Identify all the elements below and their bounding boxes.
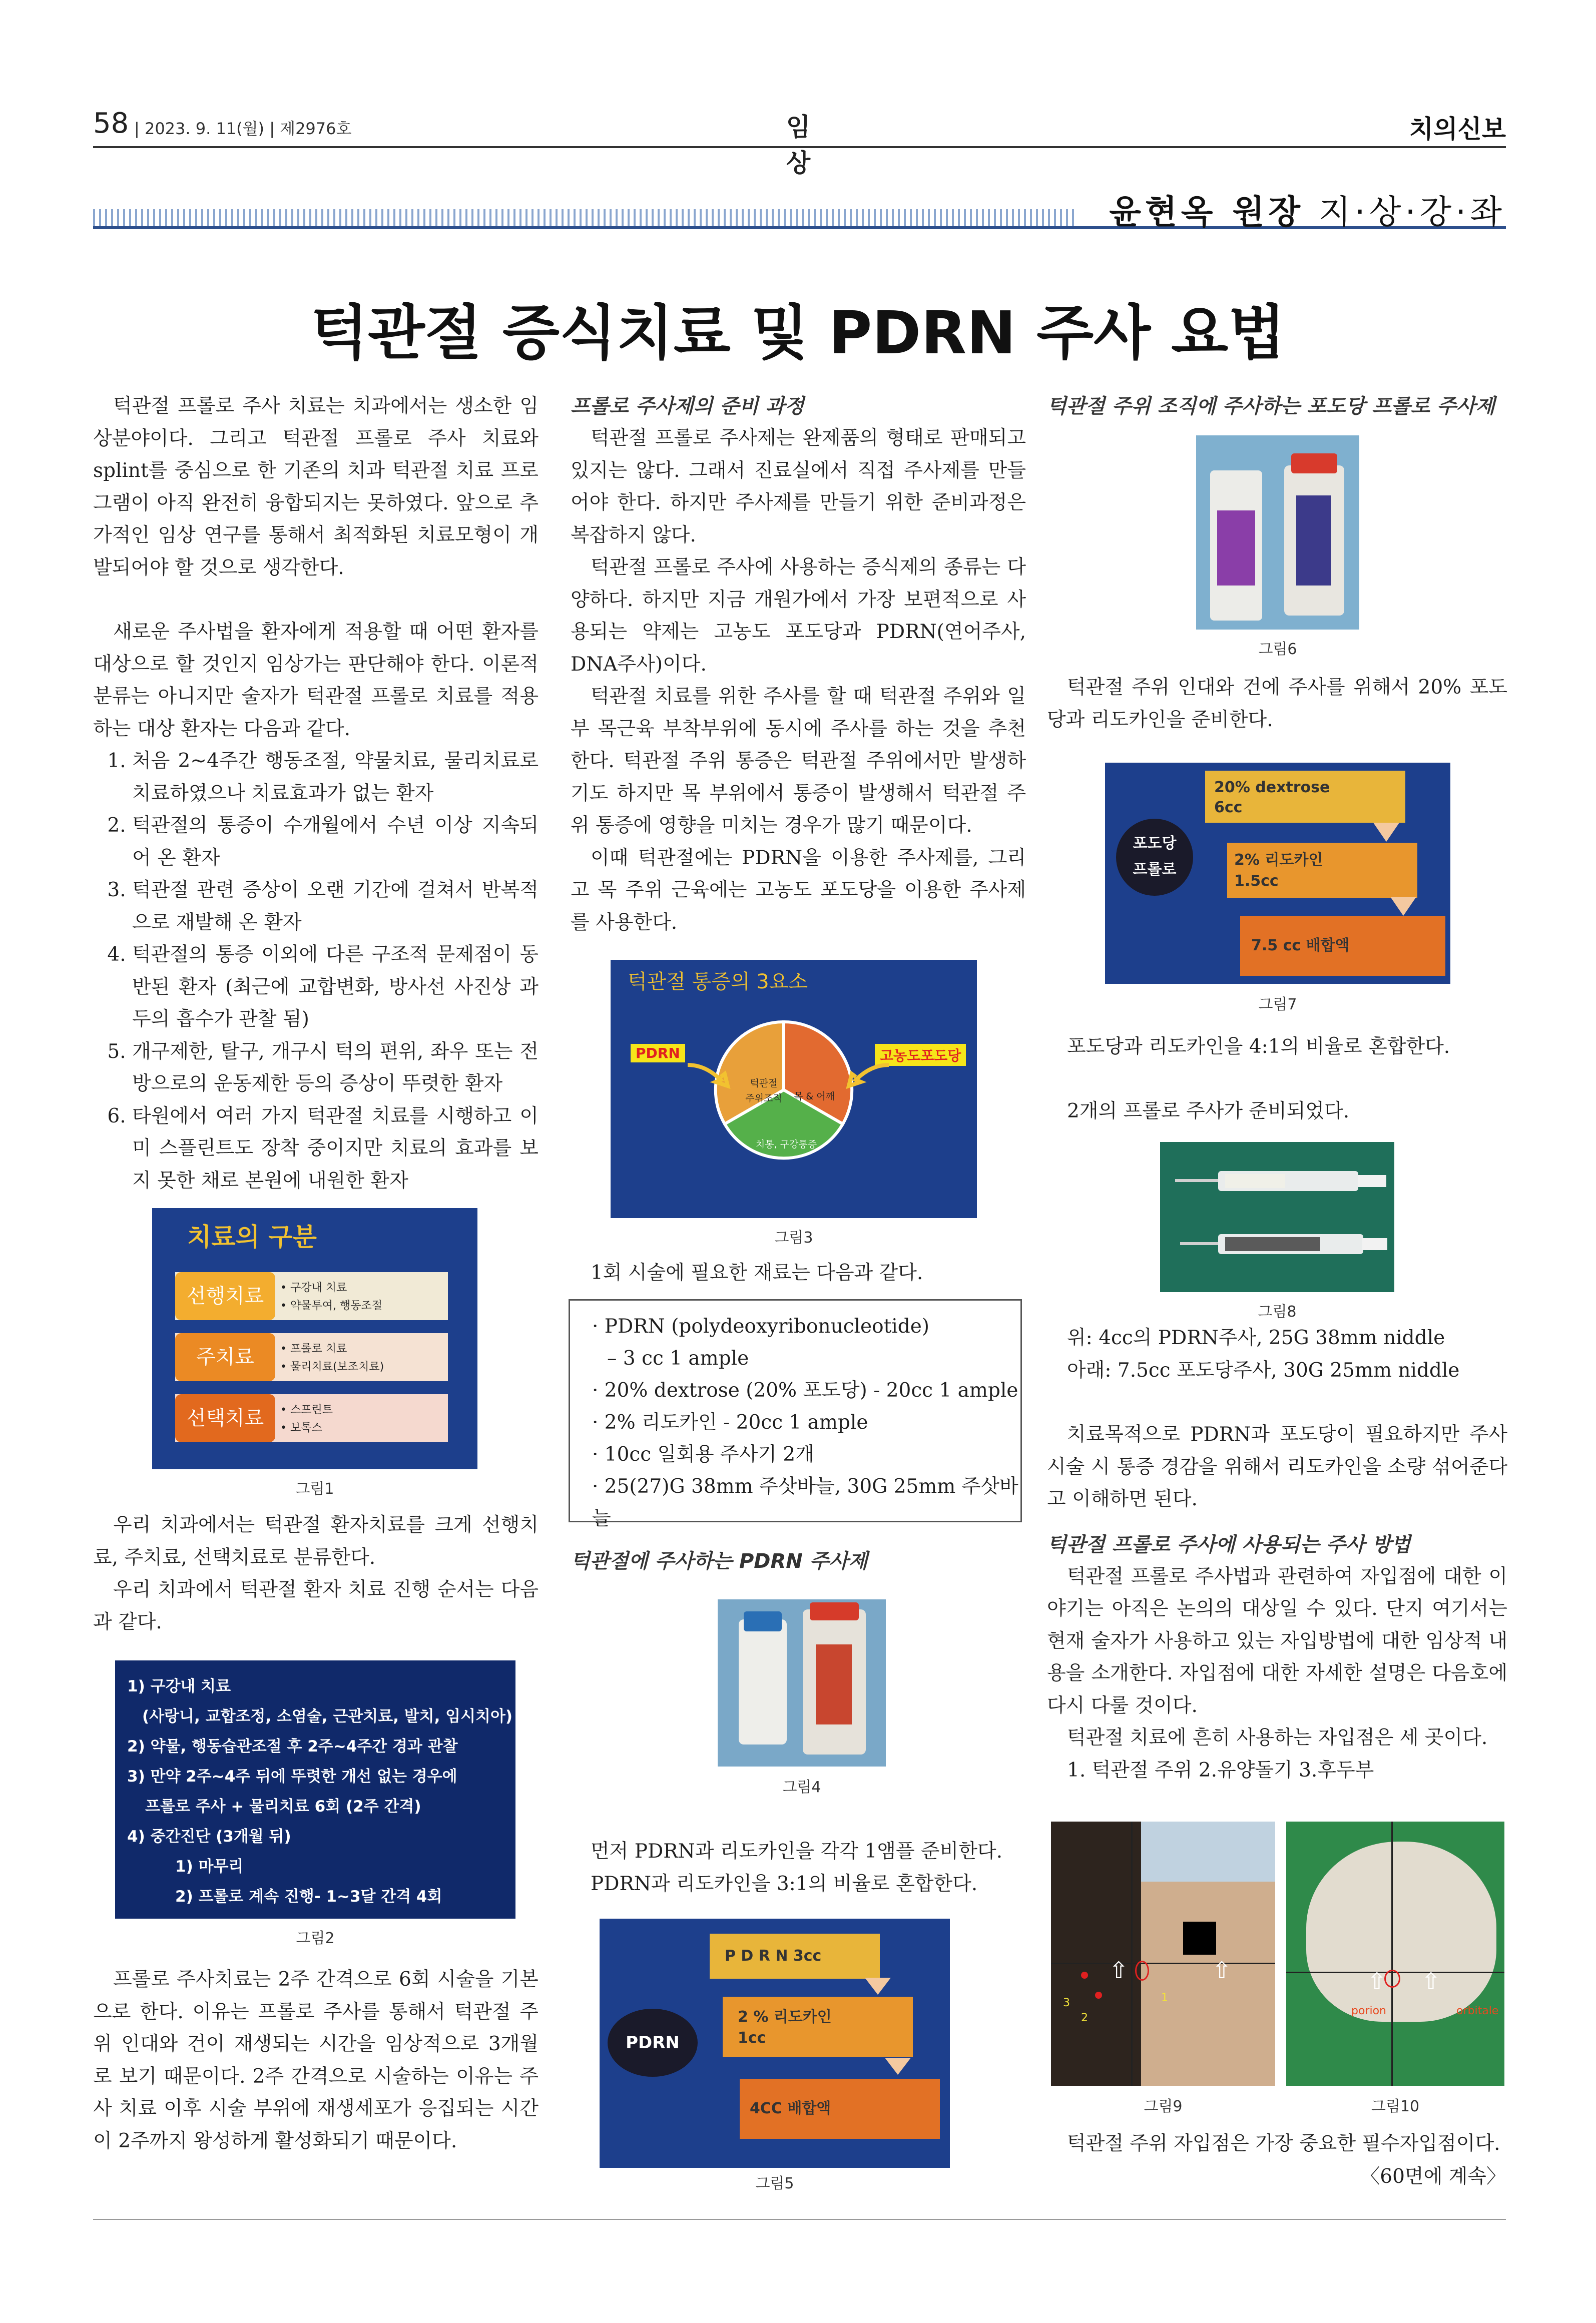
figure-8-photo xyxy=(1160,1142,1394,1292)
pie-label-line: 주위조직 xyxy=(745,1093,782,1104)
vial-cap-image xyxy=(744,1611,782,1631)
figure-3 xyxy=(611,960,977,1218)
material-item: – 3 cc 1 ample xyxy=(607,1347,749,1370)
fig2-line: (사랑니, 교합조정, 소염술, 근관치료, 발치, 임시치아) xyxy=(142,1707,513,1725)
orbitale-label: orbitale xyxy=(1456,2005,1499,2017)
materials-box xyxy=(569,1299,1022,1530)
arrow-icon xyxy=(846,1060,891,1090)
material-item: · 10cc 일회용 주사기 2개 xyxy=(592,1443,814,1466)
figure-6-photo xyxy=(1196,435,1359,630)
paragraph: 위: 4cc의 PDRN주사, 25G 38mm niddle xyxy=(1067,1327,1445,1349)
paragraph: 프롤로 주사치료는 2주 간격으로 6회 시술을 기본으로 한다. 이유는 프롤로 주사를 통해서 턱관절 주위 인대와 건이 재생되는 시간을 임상적으로 3개월로 보기 때문이다. 2주 간격으로 시술하는 이유는 주사 치료 이후 시술 부위에 재생세포가 응집되는 시간이 2주까지 왕성하게 활성화되기 때문이다. xyxy=(93,1968,539,2152)
series-label: 지·상·강·좌 xyxy=(1319,193,1506,231)
column-3-h1 xyxy=(1047,390,1507,422)
header-rule xyxy=(93,146,1506,148)
material-item: · PDRN (polydeoxyribonucleotide) xyxy=(592,1315,929,1338)
pdrn-tag: PDRN xyxy=(631,1044,685,1062)
arrow-down-icon xyxy=(1390,897,1416,916)
fig2-line: 2) 약물, 행동습관조절 후 2주~4주간 경과 관찰 xyxy=(127,1737,458,1756)
patient-criteria-list xyxy=(93,745,539,1197)
injection-marker xyxy=(1384,1970,1400,1988)
arrow-up-icon: ⇧ xyxy=(1421,1968,1441,1995)
figure-4-caption: 그림4 xyxy=(782,1779,821,1796)
fig1-item: • 스프린트 xyxy=(280,1404,333,1416)
paragraph: 우리 치과에서는 턱관절 환자치료를 크게 선행치료, 주치료, 선택치료로 분류한다. xyxy=(93,1514,539,1569)
figure-2-caption: 그림2 xyxy=(296,1930,335,1947)
list-item: 4. 턱관절의 통증 이외에 다른 구조적 문제점이 동반된 환자 (최근에 교합변화, 방사선 사진상 과두의 흡수가 관찰 됨) xyxy=(132,939,539,1036)
fig1-row-label: 주치료 xyxy=(175,1333,275,1381)
mix-4cc-box: 4CC 배합액 xyxy=(740,2079,940,2139)
lidocaine-box xyxy=(1227,843,1417,898)
list-item: 1. 처음 2~4주간 행동조절, 약물치료, 물리치료로 치료하였으나 치료효과가 없는 환자 xyxy=(132,745,539,810)
plunger-image xyxy=(1362,1238,1387,1250)
figure-10-photo xyxy=(1286,1822,1504,2086)
pdrn-circle: PDRN xyxy=(608,2009,698,2077)
box-line: 1.5cc xyxy=(1234,872,1279,890)
arrow-icon xyxy=(686,1060,731,1090)
fig1-row-label: 선택치료 xyxy=(175,1394,275,1442)
fig2-line: 2) 프롤로 계속 진행- 1~3달 간격 4회 xyxy=(175,1888,442,1906)
syringe-fluid-image xyxy=(1225,1237,1320,1251)
paragraph: 이때 턱관절에는 PDRN을 이용한 주사제를, 그리고 목 주위 근육에는 고농도 포도당을 이용한 주사제를 사용한다. xyxy=(571,846,1026,934)
glucose-tag: 고농도포도당 xyxy=(875,1044,966,1066)
figure-9-photo xyxy=(1051,1822,1275,2086)
glucose-circle xyxy=(1116,819,1193,896)
guide-line xyxy=(1131,1822,1133,2086)
pie-label-neck: 목 & 어깨 xyxy=(794,1091,835,1102)
column-3-end xyxy=(1047,2128,1507,2160)
fig1-item: • 약물투여, 행동조절 xyxy=(280,1300,382,1312)
injection-marker xyxy=(1135,1961,1149,1981)
box-line: 2% 리도카인 xyxy=(1234,851,1323,869)
circle-line: 포도당 xyxy=(1133,835,1177,852)
series-author: 윤현옥 원장 xyxy=(1109,193,1305,231)
pdrn-3cc-box: P D R N 3cc xyxy=(710,1934,880,1979)
column-2-bottom xyxy=(571,1836,1026,1900)
circle-line: 프롤로 xyxy=(1133,861,1177,878)
continued-note: 〈60면에 계속〉 xyxy=(1360,2165,1506,2188)
list-item: 3. 턱관절 관련 증상이 오랜 기간에 걸쳐서 반복적으로 재발해 온 환자 xyxy=(132,874,539,939)
paragraph: 포도당과 리도카인을 4:1의 비율로 혼합한다. xyxy=(1067,1035,1450,1058)
figure-1 xyxy=(152,1208,477,1469)
lidocaine-box xyxy=(723,1997,913,2057)
arrow-down-icon xyxy=(865,1978,891,1995)
figure-1-caption: 그림1 xyxy=(295,1480,334,1498)
guide-line xyxy=(1391,1822,1393,2086)
column-1-top xyxy=(93,390,539,1197)
figure-9-caption: 그림9 xyxy=(1144,2098,1183,2115)
fig2-line: 3) 만약 2주~4주 뒤에 뚜렷한 개선 없는 경우에 xyxy=(127,1768,457,1786)
plunger-image xyxy=(1358,1175,1386,1187)
box-line: 6cc xyxy=(1214,799,1243,816)
figure-10-caption: 그림10 xyxy=(1371,2098,1420,2115)
fig1-item: • 구강내 치료 xyxy=(280,1282,347,1294)
fig1-row-items xyxy=(280,1279,382,1315)
subheading: 턱관절에 주사하는 PDRN 주사제 xyxy=(571,1550,868,1573)
paragraph: 새로운 주사법을 환자에게 적용할 때 어떤 환자를 대상으로 할 것인지 임상가는 판단해야 한다. 이론적 분류는 아니지만 술자가 턱관절 프롤로 치료를 적용하는 대상 환자는 다음과 같다. xyxy=(93,621,539,740)
paragraph: 턱관절 프롤로 주사 치료는 치과에서는 생소한 임상분야이다. 그리고 턱관절 프롤로 주사 치료와 splint를 중심으로 한 기존의 치과 턱관절 치료 프로그램이 아직 완전히 융합되지는 못하였다. 앞으로 추가적인 임상 연구를 통해서 최적화된 치료모형이 개발되어야 할 것으로 생각한다. xyxy=(93,395,539,579)
paragraph: 1. 턱관절 주위 2.유양돌기 3.후두부 xyxy=(1067,1759,1374,1782)
fig1-item: • 보톡스 xyxy=(280,1422,322,1434)
ampoule-label-image xyxy=(1217,510,1255,586)
bottle-cap-image xyxy=(810,1602,859,1620)
newspaper-brand: 치의신보 xyxy=(1409,115,1506,144)
vial-label-image xyxy=(1296,495,1331,586)
paragraph: 1회 시술에 필요한 재료는 다음과 같다. xyxy=(591,1262,923,1284)
fig2-line: 1) 마무리 xyxy=(175,1858,244,1876)
paragraph: PDRN과 리도카인을 3:1의 비율로 혼합한다. xyxy=(591,1872,978,1895)
list-item: 2. 턱관절의 통증이 수개월에서 수년 이상 지속되어 온 환자 xyxy=(132,810,539,874)
column-1-bottom xyxy=(93,1964,539,2157)
figure-3-caption: 그림3 xyxy=(774,1229,813,1247)
series-title xyxy=(1109,185,1506,233)
porion-label: porion xyxy=(1351,2005,1386,2017)
figure-2 xyxy=(115,1660,515,1919)
box-line: 1cc xyxy=(738,2029,766,2047)
arrow-down-icon xyxy=(1373,823,1399,842)
paragraph: 턱관절 프롤로 주사에 사용하는 증식제의 종류는 다양하다. 하지만 지금 개원가에서 가장 보편적으로 사용되는 약제는 고농도 포도당과 PDRN(연어주사, DNA주사)이다. xyxy=(571,556,1026,676)
point-label: 1 xyxy=(1161,1992,1168,2004)
fig1-item: • 프롤로 치료 xyxy=(280,1343,347,1355)
paragraph: 턱관절 프롤로 주사법과 관련하여 자입점에 대한 이야기는 아직은 논의의 대상일 수 있다. 단지 여기서는 현재 술자가 사용하고 있는 자입방법에 대한 임상적 내용을 소개한다. 자입점에 대한 자세한 설명은 다음호에 다시 다룰 것이다. xyxy=(1047,1565,1507,1717)
injection-point xyxy=(1095,1992,1102,1999)
dextrose-box xyxy=(1205,771,1405,823)
figure-1-title: 치료의 구분 xyxy=(187,1223,317,1252)
vial-image xyxy=(739,1619,787,1745)
column-2-top xyxy=(571,390,1026,939)
column-2-h2 xyxy=(571,1545,1026,1577)
figure-5 xyxy=(600,1919,950,2168)
figure-3-title: 턱관절 통증의 3요소 xyxy=(628,970,808,993)
fig2-line: 프롤로 주사 + 물리치료 6회 (2주 간격) xyxy=(145,1798,421,1816)
box-line: 20% dextrose xyxy=(1214,779,1330,796)
figure-5-caption: 그림5 xyxy=(755,2175,794,2192)
page-number: 58 xyxy=(93,107,129,140)
box-line: 2 % 리도카인 xyxy=(738,2008,832,2026)
column-3-p1 xyxy=(1047,672,1507,736)
needle-image xyxy=(1180,1242,1220,1245)
mix-7-5cc-box: 7.5 cc 배합액 xyxy=(1240,916,1445,976)
paragraph: 턱관절 치료를 위한 주사를 할 때 턱관절 주위와 일부 목근육 부착부위에 동시에 주사를 하는 것을 추천한다. 턱관절 주위 통증은 턱관절 주위에서만 발생하기도 하지만 목 부위에서 통증이 발생해서 턱관절 주위 통증에 영향을 미치는 경우가 많기 때문이다. xyxy=(571,685,1026,837)
paragraph: 턱관절 주위 자입점은 가장 중요한 필수자입점이다. xyxy=(1067,2132,1500,2155)
bottle-label-image xyxy=(816,1644,852,1724)
list-item: 5. 개구제한, 탈구, 개구시 턱의 편위, 좌우 또는 전방으로의 운동제한 등의 증상이 뚜렷한 환자 xyxy=(132,1036,539,1100)
subheading: 프롤로 주사제의 준비 과정 xyxy=(571,395,804,418)
material-item: · 20% dextrose (20% 포도당) - 20cc 1 ample xyxy=(592,1379,1018,1402)
paragraph: 2개의 프롤로 주사가 준비되었다. xyxy=(1067,1099,1350,1122)
arrow-up-icon: ⇧ xyxy=(1212,1957,1232,1984)
column-3-p4 xyxy=(1047,1322,1507,1787)
figure-7 xyxy=(1105,763,1450,984)
guide-line xyxy=(1051,1963,1275,1964)
paragraph: 치료목적으로 PDRN과 포도당이 필요하지만 주사 시술 시 통증 경감을 위해서 리도카인을 소량 섞어준다고 이해하면 된다. xyxy=(1047,1423,1507,1510)
syringe-fluid-image xyxy=(1225,1174,1285,1188)
paragraph: 먼저 PDRN과 리도카인을 각각 1앰플 준비한다. xyxy=(591,1840,1002,1863)
pie-label-tooth: 치통, 구강통증 xyxy=(755,1139,817,1150)
subheading: 턱관절 프롤로 주사에 사용되는 주사 방법 xyxy=(1047,1533,1411,1556)
column-2-mid xyxy=(571,1257,1026,1290)
article-title: 턱관절 증식치료 및 PDRN 주사 요법 xyxy=(310,298,1286,367)
figure-8-caption: 그림8 xyxy=(1258,1303,1297,1321)
needle-image xyxy=(1175,1179,1220,1182)
figure-6-caption: 그림6 xyxy=(1258,641,1297,658)
fig1-item: • 물리치료(보조치료) xyxy=(280,1361,384,1373)
skull-image xyxy=(1306,1842,1499,2022)
column-3-p2 xyxy=(1047,1031,1507,1127)
list-item: 6. 타원에서 여러 가지 턱관절 치료를 시행하고 이미 스플린트도 장착 중이지만 치료의 효과를 보지 못한 채로 본원에 내원한 환자 xyxy=(132,1100,539,1198)
pie-label-line: 턱관절 xyxy=(750,1078,778,1089)
eye-mask xyxy=(1183,1922,1216,1955)
fig2-line: 1) 구강내 치료 xyxy=(127,1677,231,1695)
point-label: 3 xyxy=(1063,1997,1070,2009)
decorative-stripe xyxy=(93,209,1074,228)
section-name: 임 상 xyxy=(786,113,816,178)
fig1-row-label: 선행치료 xyxy=(175,1272,275,1320)
fig1-row-items xyxy=(280,1401,333,1437)
vial-cap-image xyxy=(1291,453,1337,473)
paragraph: 턱관절 치료에 흔히 사용하는 자입점은 세 곳이다. xyxy=(1067,1726,1488,1749)
figure-2-list xyxy=(115,1660,515,1912)
point-label: 2 xyxy=(1081,2012,1088,2024)
injection-point xyxy=(1081,1972,1088,1979)
subheading: 턱관절 주위 조직에 주사하는 포도당 프롤로 주사제 xyxy=(1047,395,1495,418)
arrow-up-icon: ⇧ xyxy=(1367,1968,1387,1995)
column-1-mid xyxy=(93,1509,539,1638)
fig2-line: 4) 중간진단 (3개월 뒤) xyxy=(127,1828,291,1846)
fig1-row-items xyxy=(280,1340,384,1376)
figure-4-photo xyxy=(718,1599,886,1767)
paragraph: 우리 치과에서 턱관절 환자 치료 진행 순서는 다음과 같다. xyxy=(93,1578,539,1633)
material-item: · 2% 리도카인 - 20cc 1 ample xyxy=(592,1411,868,1434)
issue-date: | 2023. 9. 11(월) | 제2976호 xyxy=(134,119,352,138)
arrow-up-icon: ⇧ xyxy=(1109,1957,1129,1984)
figure-7-caption: 그림7 xyxy=(1258,996,1297,1013)
pie-label-tmj xyxy=(734,1076,794,1106)
paragraph: 턱관절 프롤로 주사제는 완제품의 형태로 판매되고 있지는 않다. 그래서 진료실에서 직접 주사제를 만들어야 한다. 하지만 주사제를 만들기 위한 준비과정은 복잡하지 않다. xyxy=(571,427,1026,546)
hair-image xyxy=(1051,1822,1141,2086)
paragraph: 턱관절 주위 인대와 건에 주사를 위해서 20% 포도당과 리도카인을 준비한다. xyxy=(1047,676,1507,731)
footer-rule xyxy=(93,2219,1506,2220)
material-item: · 25(27)G 38mm 주삿바늘, 30G 25mm 주삿바늘 xyxy=(592,1475,1018,1530)
paragraph: 아래: 7.5cc 포도당주사, 30G 25mm niddle xyxy=(1067,1359,1460,1382)
arrow-down-icon xyxy=(885,2058,911,2075)
